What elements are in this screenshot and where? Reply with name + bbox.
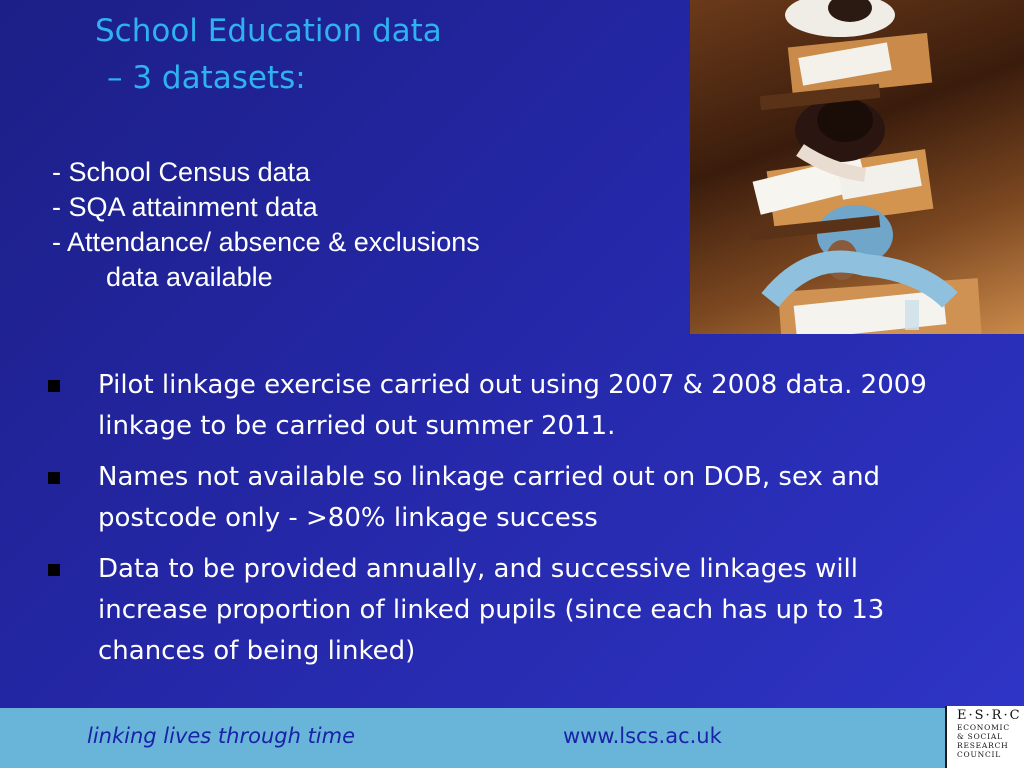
bullet-list	[45, 365, 945, 682]
bullet-item-names	[45, 457, 945, 539]
footer-url-link[interactable]: www.lscs.ac.uk	[563, 724, 722, 748]
title-line-1: School Education data	[95, 13, 442, 49]
esrc-logo	[945, 706, 1024, 768]
bullet-item-pilot	[45, 365, 945, 447]
bullet-item-annual	[45, 549, 945, 672]
dataset-item-attendance	[52, 225, 480, 295]
students-exam-photo	[690, 0, 1024, 334]
esrc-logo-initials: E·S·R·C	[957, 708, 1022, 723]
students-exam-illustration	[690, 0, 1024, 334]
square-bullet-icon	[48, 564, 60, 576]
esrc-logo-line: ECONOMIC	[957, 723, 1010, 732]
esrc-logo-line: & SOCIAL	[957, 732, 1003, 741]
dataset-item-attendance-label: - Attendance/ absence & exclusions	[52, 227, 480, 257]
footer-tagline: linking lives through time	[87, 724, 356, 748]
dataset-list	[52, 155, 480, 295]
bullet-text: Data to be provided annually, and successive linkages will increase proportion of linked pupils (since each has up to 13 chances of being linked)	[98, 554, 885, 666]
esrc-logo-line: COUNCIL	[957, 750, 1002, 759]
title-line-2: – 3 datasets:	[107, 60, 306, 96]
footer-bar	[0, 708, 945, 768]
bullet-text: Names not available so linkage carried out on DOB, sex and postcode only - >80% linkage success	[98, 462, 881, 533]
esrc-logo-line: RESEARCH	[957, 741, 1009, 750]
dataset-item-attendance-continuation: data available	[106, 262, 273, 292]
dataset-item-sqa: - SQA attainment data	[52, 192, 318, 222]
bullet-text: Pilot linkage exercise carried out using 2007 & 2008 data. 2009 linkage to be carried out summer 2011.	[98, 370, 927, 441]
dataset-item-census: - School Census data	[52, 157, 311, 187]
slide-title	[95, 8, 442, 102]
square-bullet-icon	[48, 472, 60, 484]
square-bullet-icon	[48, 380, 60, 392]
